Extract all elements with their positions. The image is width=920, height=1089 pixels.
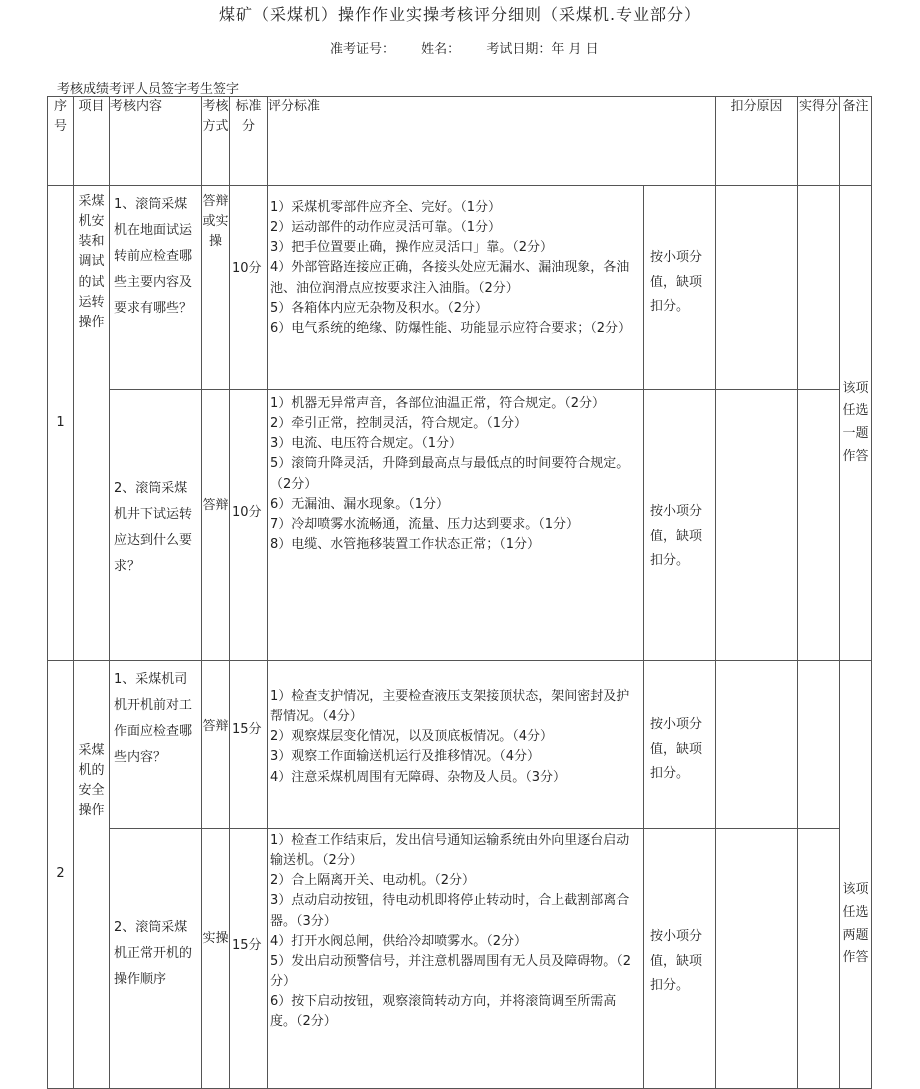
criteria-item: 5）滚筒升降灵活，升降到最高点与最低点的时间要符合规定。（2分） (270, 456, 630, 492)
criteria-item: 5）发出启动预警信号，并注意机器周围有无人员及障碍物。（2分） (270, 953, 632, 989)
deduct-reason-cell[interactable] (716, 829, 798, 1089)
seq-cell: 2 (48, 661, 74, 1089)
method-cell: 答辩或实操 (202, 186, 230, 390)
col-criteria: 评分标准 (268, 97, 716, 186)
criteria-item: 2）合上隔离开关、电动机。（2分） (270, 873, 476, 889)
method-cell: 答辩 (202, 390, 230, 661)
method-cell: 实操 (202, 829, 230, 1089)
score-cell: 15分 (230, 661, 268, 829)
criteria-item: 7）冷却喷雾水流畅通，流量、压力达到要求。（1分） (270, 516, 580, 532)
actual-score-cell[interactable] (798, 390, 840, 661)
criteria-item: 8）电缆、水管拖移装置工作状态正常；（1分） (270, 536, 541, 552)
criteria-item: 4）外部管路连接应正确，各接头处应无漏水、漏油现象，各油池、油位润滑点应按要求注入油脂。（2分） (270, 260, 630, 296)
content-cell: 2、滚筒采煤机正常开机的操作顺序 (110, 829, 202, 1089)
deduct-note-cell: 按小项分值，缺项扣分。 (644, 829, 716, 1089)
remark-cell: 该项任选一题作答 (840, 186, 872, 661)
criteria-item: 6）按下启动按钮，观察滚筒转动方向，并将滚筒调至所需高度。（2分） (270, 994, 617, 1030)
deduct-reason-cell[interactable] (716, 661, 798, 829)
col-deduct-reason: 扣分原因 (716, 97, 798, 186)
criteria-cell (268, 390, 644, 661)
col-remark: 备注 (840, 97, 872, 186)
score-cell: 10分 (230, 186, 268, 390)
document-title: 煤矿（采煤机）操作作业实操考核评分细则（采煤机.专业部分） (218, 5, 702, 24)
table-row (48, 661, 872, 829)
item-cell: 采煤机的安全操作 (74, 661, 110, 1089)
actual-score-cell[interactable] (798, 661, 840, 829)
criteria-item: 3）点动启动按钮，待电动机即将停止转动时，合上截割部离合器。（3分） (270, 893, 630, 929)
col-item: 项目 (74, 97, 110, 186)
content-cell: 1、采煤机司机开机前对工作面应检查哪些内容？ (110, 661, 202, 829)
header-row (48, 97, 872, 186)
criteria-item: 1）机器无异常声音，各部位油温正常，符合规定。（2分） (270, 396, 606, 411)
sign-line: 考核成绩考评人员签字考生签字 (57, 82, 240, 97)
col-seq: 序号 (48, 97, 74, 186)
deduct-note-cell: 按小项分值，缺项扣分。 (644, 661, 716, 829)
exam-info-line (330, 38, 621, 57)
deduct-reason-cell[interactable] (716, 390, 798, 661)
criteria-item: 6）无漏油、漏水现象。（1分） (270, 496, 450, 512)
deduct-reason-cell[interactable] (716, 186, 798, 390)
exam-no-label: 准考证号： (330, 42, 396, 57)
col-std-score: 标准分 (230, 97, 268, 186)
criteria-item: 2）运动部件的动作应灵活可靠。（1分） (270, 220, 502, 236)
exam-date-label: 考试日期：年 月 日 (486, 42, 599, 57)
score-cell: 15分 (230, 829, 268, 1089)
seq-cell: 1 (48, 186, 74, 661)
scoring-table (47, 96, 872, 1089)
criteria-item: 5）各箱体内应无杂物及积水。（2分） (270, 300, 489, 316)
criteria-item: 2）观察煤层变化情况，以及顶底板情况。（4分） (270, 729, 554, 745)
table-row (48, 829, 872, 1089)
criteria-cell (268, 829, 644, 1089)
table-row (48, 186, 872, 390)
actual-score-cell[interactable] (798, 186, 840, 390)
col-actual-score: 实得分 (798, 97, 840, 186)
criteria-item: 1）检查工作结束后，发出信号通知运输系统由外向里逐台启动输送机。（2分） (270, 833, 630, 869)
criteria-item: 3）电流、电压符合规定。（1分） (270, 436, 463, 452)
deduct-note-cell: 按小项分值，缺项扣分。 (644, 390, 716, 661)
item-cell: 采煤机安装和调试的试运转操作 (74, 186, 110, 661)
criteria-item: 1）检查支护情况，主要检查液压支架接顶状态，架间密封及护帮情况。（4分） (270, 689, 630, 725)
criteria-item: 2）牵引正常，控制灵活，符合规定。（1分） (270, 416, 528, 432)
remark-cell: 该项任选两题作答 (840, 661, 872, 1089)
criteria-item: 4）注意采煤机周围有无障碍、杂物及人员。（3分） (270, 769, 567, 785)
method-cell: 答辩 (202, 661, 230, 829)
criteria-cell (268, 186, 644, 390)
score-cell: 10分 (230, 390, 268, 661)
col-method: 考核方式 (202, 97, 230, 186)
content-cell: 1、滚筒采煤机在地面试运转前应检查哪些主要内容及要求有哪些？ (110, 186, 202, 390)
name-label: 姓名： (421, 42, 461, 57)
table-row (48, 390, 872, 661)
deduct-note-cell: 按小项分值，缺项扣分。 (644, 186, 716, 390)
col-content: 考核内容 (110, 97, 202, 186)
actual-score-cell[interactable] (798, 829, 840, 1089)
content-cell: 2、滚筒采煤机井下试运转应达到什么要求？ (110, 390, 202, 661)
criteria-item: 6）电气系统的绝缘、防爆性能、功能显示应符合要求；（2分） (270, 320, 632, 336)
criteria-item: 1）采煤机零部件应齐全、完好。（1分） (270, 200, 502, 215)
criteria-cell (268, 661, 644, 829)
criteria-item: 3）观察工作面输送机运行及推移情况。（4分） (270, 749, 541, 765)
criteria-item: 4）打开水阀总闸，供给冷却喷雾水。（2分） (270, 933, 528, 949)
criteria-item: 3）把手位置要止确，操作应灵活口」靠。（2分） (270, 240, 554, 256)
